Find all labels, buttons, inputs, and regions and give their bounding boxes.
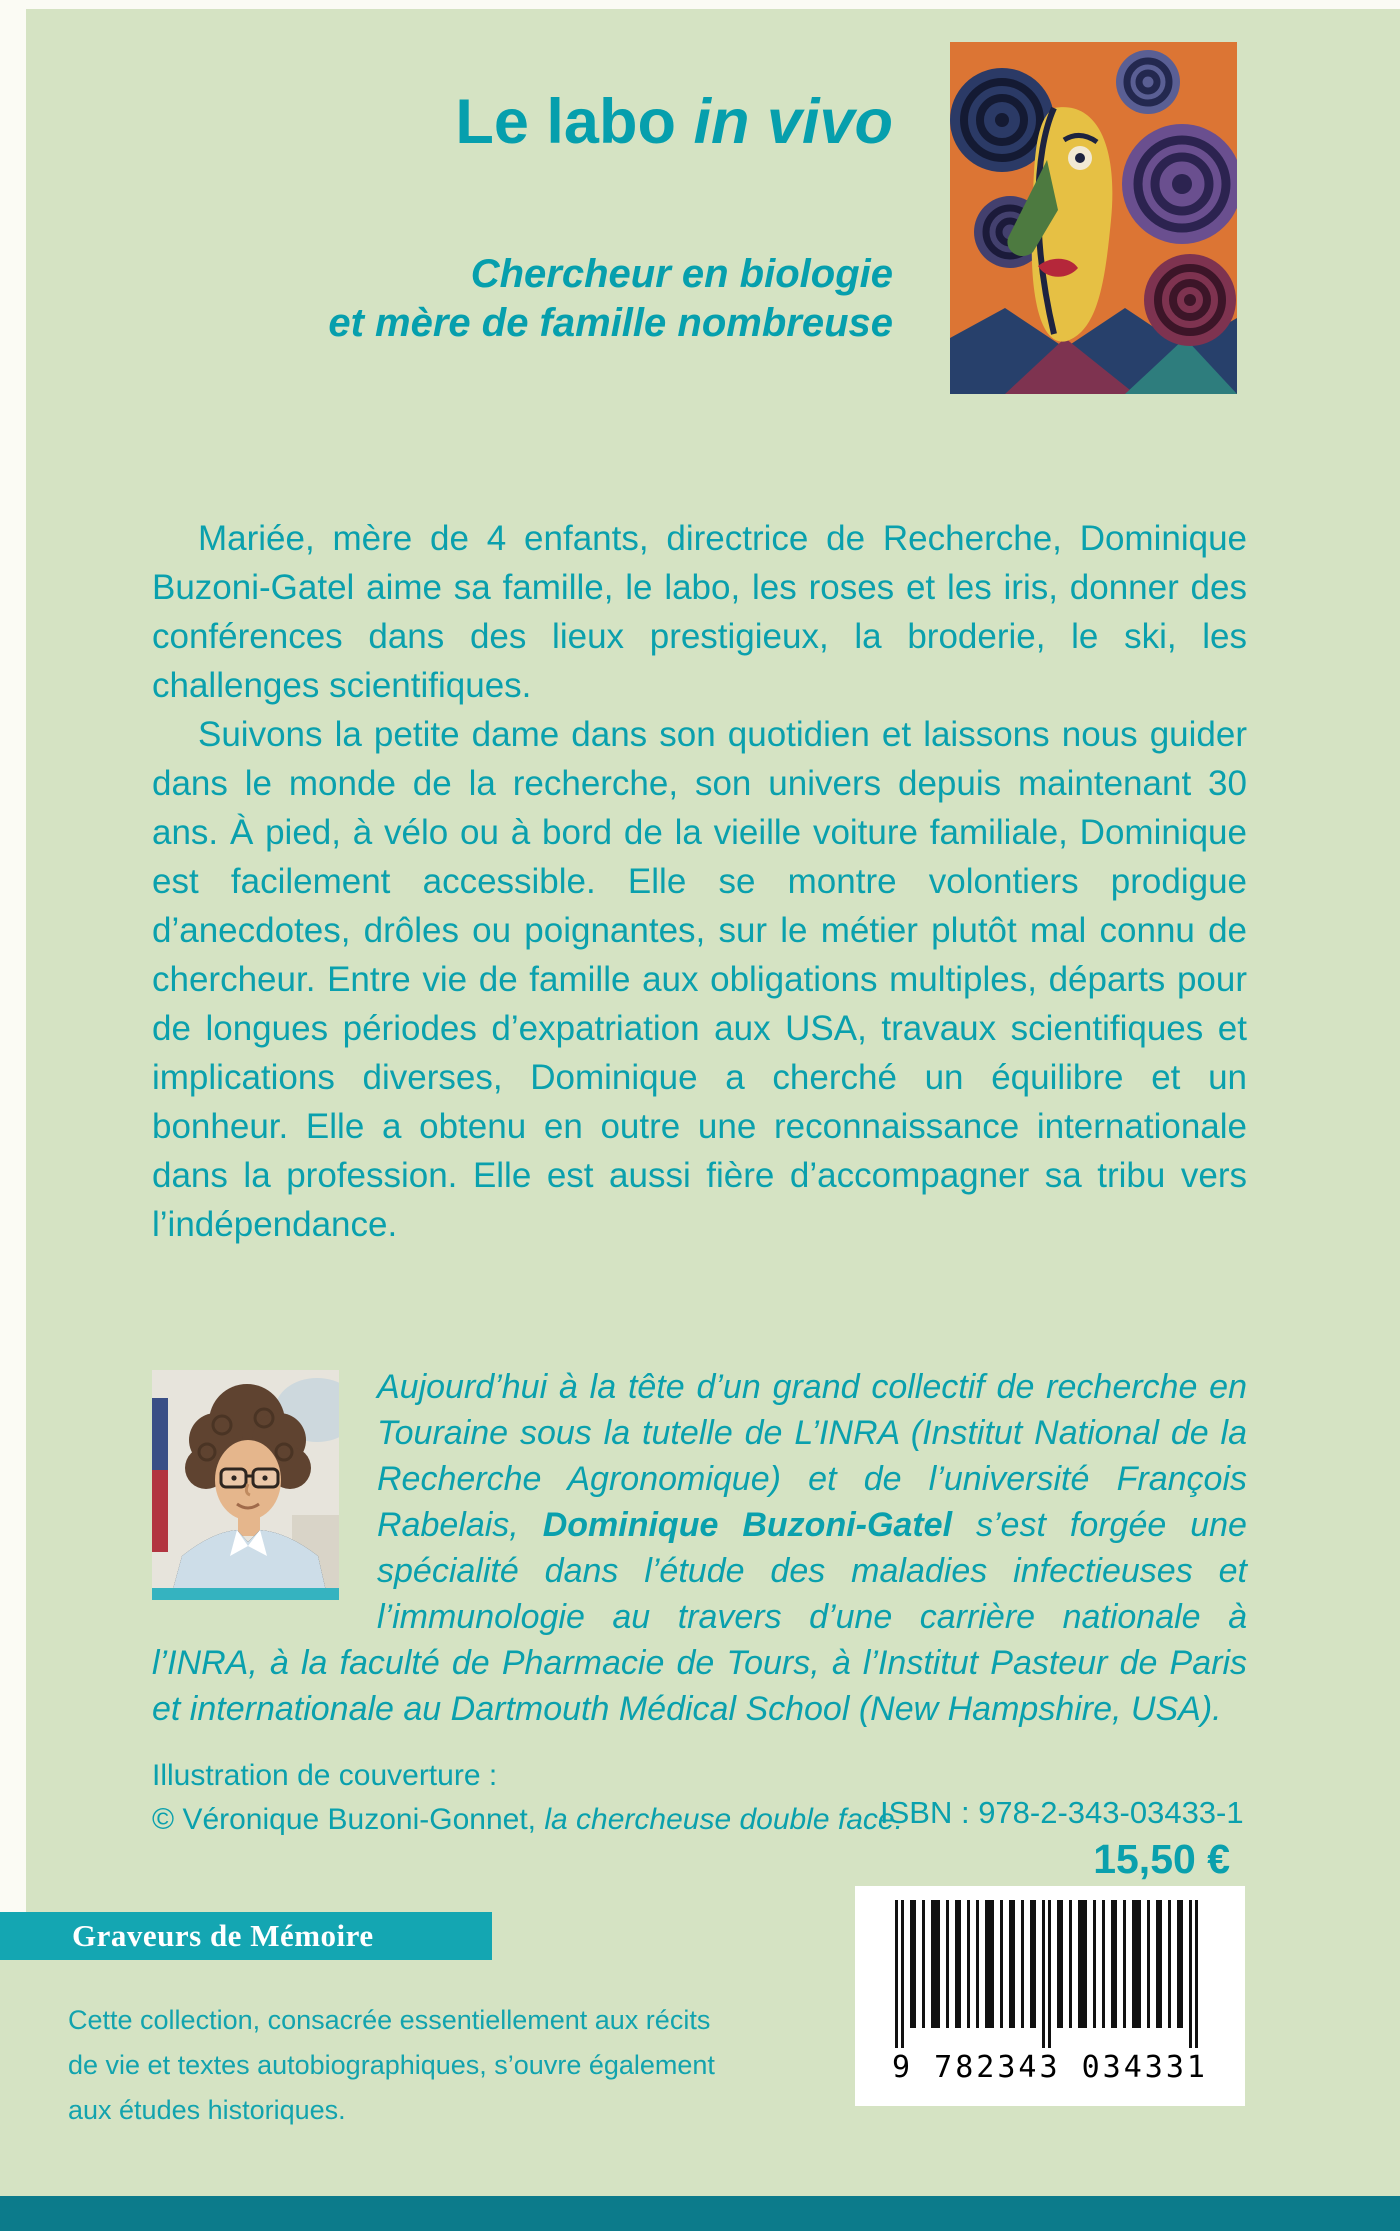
barcode: [855, 1886, 1245, 2106]
author-photo: [152, 1370, 339, 1600]
book-subtitle-line2: et mère de famille nombreuse: [328, 301, 893, 345]
collection-description: [68, 1998, 715, 2133]
synopsis-paragraph-2: Suivons la petite dame dans son quotidien et laissons nous guider dans le monde de la recherche, son univers depuis maintenant 30 ans. À pied, à vélo ou à bord de la vieille voiture familiale, Dominique est facilement accessible. Elle se montre volontiers prodigue d’anecdotes, drôles ou poignantes, sur le métier plutôt mal connu de chercheur. Entre vie de famille aux obligations multiples, départs pour de longues périodes d’expatriation aux USA, travaux scientifiques et implications diverses, Dominique a cherché un équilibre et un bonheur. Elle a obtenu en outre une reconnaissance internationale dans la profession. Elle est aussi fière d’accompagner sa tribu vers l’indépendance.: [152, 715, 1247, 1244]
price: 15,50 €: [1093, 1836, 1230, 1882]
credit-work-title: la chercheuse double face.: [544, 1803, 903, 1836]
author-bio: [152, 1364, 1247, 1732]
author-portrait-photo: [152, 1370, 339, 1600]
page-margin-top: [0, 0, 1400, 9]
page-margin-left: [0, 0, 26, 1912]
footer-bar: [0, 2196, 1400, 2231]
bio-lead: Aujourd’hui à la tête d’un grand collectif de recherche en Touraine sous la tutelle de L’INRA (Institut National de la Recherche Agronomique) et de l’université François Rabelais,: [377, 1368, 1247, 1544]
credit-author: © Véronique Buzoni-Gonnet,: [152, 1803, 545, 1836]
barcode-digits: 9 782343 034331: [892, 2050, 1208, 2085]
illustration-credit: [152, 1754, 903, 1842]
synopsis: [152, 514, 1247, 1249]
cover-illustration: [950, 42, 1237, 394]
book-title-main: Le labo: [455, 87, 694, 157]
isbn: ISBN : 978-2-343-03433-1: [880, 1795, 1244, 1830]
collection-description-line3: aux études historiques.: [68, 2095, 346, 2125]
collection-banner: [0, 1912, 492, 1960]
collection-description-line1: Cette collection, consacrée essentiellement aux récits: [68, 2005, 711, 2035]
heading: [173, 86, 893, 348]
book-subtitle: [173, 250, 893, 348]
book-subtitle-line1: Chercheur en biologie: [470, 252, 893, 296]
abstract-portrait-illustration: [950, 42, 1237, 394]
synopsis-paragraph-1: Mariée, mère de 4 enfants, directrice de Recherche, Dominique Buzoni-Gatel aime sa famille, le labo, les roses et les iris, donner des conférences dans des lieux prestigieux, la broderie, le ski, les challenges scientifiques.: [152, 519, 1247, 705]
credit-label: Illustration de couverture :: [152, 1759, 498, 1792]
barcode-bars: [885, 1900, 1215, 2050]
collection-description-line2: de vie et textes autobiographiques, s’ouvre également: [68, 2050, 715, 2080]
collection-name: Graveurs de Mémoire: [72, 1918, 374, 1953]
credit-line: [152, 1798, 903, 1842]
author-name: Dominique Buzoni-Gatel: [542, 1506, 953, 1544]
book-title-variant: in vivo: [693, 87, 893, 157]
bio-rest: s’est forgée une spécialité dans l’étude des maladies infectieuses et l’immunologie au travers d’une carrière nationale à l’INRA, à la faculté de Pharmacie de Tours, à l’Institut Pasteur de Paris et internationale au Dartmouth Médical School (New Hampshire, USA).: [152, 1506, 1247, 1728]
book-title: [173, 86, 893, 158]
